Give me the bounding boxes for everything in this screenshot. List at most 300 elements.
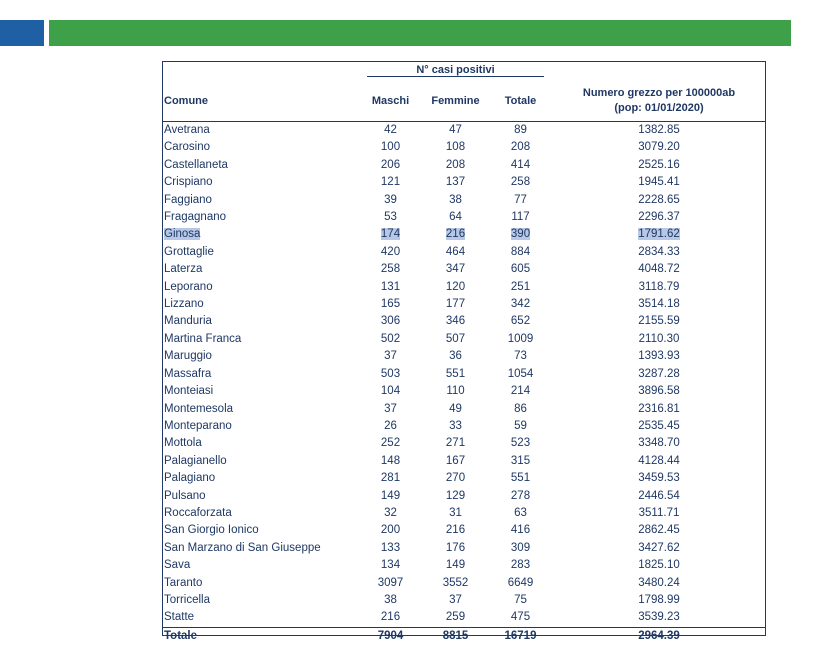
total-totale: 16719 [488, 627, 553, 645]
cell-rate [553, 209, 765, 226]
cell-maschi-text: 503 [380, 367, 401, 380]
cell-maschi-text: 121 [380, 176, 401, 189]
table-row [163, 174, 765, 191]
table-row [163, 592, 765, 609]
cell-femmine-text: 120 [445, 280, 466, 293]
table-row [163, 296, 765, 313]
cell-rate [553, 192, 765, 209]
cell-femmine-text: 3552 [442, 576, 469, 589]
cell-maschi-text: 148 [380, 454, 401, 467]
cell-totale [488, 435, 553, 452]
cell-maschi [358, 453, 423, 470]
table-row [163, 192, 765, 209]
cell-totale-text: 605 [510, 263, 531, 276]
cell-totale-text: 652 [510, 315, 531, 328]
cell-comune [163, 192, 358, 209]
cell-totale-text: 117 [511, 211, 530, 224]
cell-maschi [358, 383, 423, 400]
cell-totale-text: 1009 [507, 332, 534, 345]
cell-rate-text: 2535.45 [638, 419, 680, 432]
cell-femmine-text: 270 [445, 472, 466, 485]
cell-comune [163, 226, 358, 243]
table-row [163, 348, 765, 365]
cell-comune [163, 366, 358, 383]
cell-comune [163, 296, 358, 313]
cell-femmine [423, 488, 488, 505]
col-header-maschi: Maschi [358, 81, 423, 122]
cell-comune-text: Massafra [164, 367, 212, 380]
cell-femmine [423, 157, 488, 174]
cell-maschi [358, 557, 423, 574]
cell-totale-text: 551 [510, 472, 531, 485]
cell-femmine-text: 216 [445, 524, 466, 537]
cell-femmine-text: 507 [445, 332, 466, 345]
cell-comune-text: Maruggio [164, 350, 212, 363]
cell-femmine [423, 122, 488, 140]
cell-maschi-text: 131 [380, 280, 401, 293]
cell-maschi [358, 522, 423, 539]
cell-femmine-text: 38 [449, 193, 462, 206]
cell-femmine [423, 418, 488, 435]
cell-comune [163, 279, 358, 296]
cell-totale [488, 453, 553, 470]
cell-femmine-text: 347 [445, 263, 466, 276]
cell-comune-text: Monteparano [164, 419, 232, 432]
cell-maschi-text: 174 [380, 228, 401, 241]
cell-maschi [358, 401, 423, 418]
cell-maschi-text: 3097 [377, 576, 404, 589]
cell-totale [488, 313, 553, 330]
cell-comune [163, 401, 358, 418]
cell-totale-text: 59 [514, 419, 527, 432]
cell-maschi [358, 313, 423, 330]
cell-totale-text: 6649 [507, 576, 534, 589]
cell-totale-text: 258 [510, 176, 531, 189]
cell-maschi [358, 331, 423, 348]
table-row [163, 522, 765, 539]
table-row [163, 226, 765, 243]
cell-rate [553, 313, 765, 330]
cell-femmine [423, 139, 488, 156]
cell-totale-text: 342 [510, 298, 531, 311]
cell-rate [553, 366, 765, 383]
cell-maschi [358, 226, 423, 243]
cell-comune [163, 470, 358, 487]
cell-femmine-text: 216 [445, 228, 466, 241]
cell-totale [488, 575, 553, 592]
cell-totale-text: 214 [510, 385, 531, 398]
total-rate: 2964.39 [553, 627, 765, 645]
col-header-rate-line2: (pop: 01/01/2020) [614, 102, 704, 114]
cell-comune-text: Lizzano [164, 298, 204, 311]
cell-comune [163, 139, 358, 156]
cell-rate-text: 4048.72 [638, 263, 680, 276]
cell-femmine-text: 167 [445, 454, 466, 467]
cases-table-container [162, 61, 766, 642]
cell-totale-text: 884 [510, 245, 531, 258]
cell-totale [488, 261, 553, 278]
cell-femmine [423, 348, 488, 365]
cell-comune [163, 209, 358, 226]
cell-comune-text: Laterza [164, 263, 203, 276]
cell-maschi-text: 502 [380, 332, 401, 345]
cell-totale [488, 383, 553, 400]
cell-comune [163, 435, 358, 452]
cell-rate [553, 540, 765, 557]
cell-rate [553, 453, 765, 470]
cell-maschi [358, 296, 423, 313]
cell-totale [488, 609, 553, 627]
cell-femmine [423, 366, 488, 383]
cell-comune [163, 592, 358, 609]
cell-comune-text: Pulsano [164, 489, 206, 502]
cell-femmine-text: 37 [449, 593, 462, 606]
cell-rate-text: 1798.99 [638, 593, 680, 606]
cell-comune-text: Statte [164, 611, 195, 624]
cell-femmine [423, 331, 488, 348]
cell-comune [163, 244, 358, 261]
cell-comune-text: Palagianello [164, 454, 227, 467]
table-row [163, 609, 765, 627]
cell-rate [553, 557, 765, 574]
cell-comune-text: Carosino [164, 141, 211, 154]
cell-comune [163, 313, 358, 330]
cell-maschi-text: 42 [384, 124, 397, 136]
cell-femmine-text: 110 [446, 385, 465, 398]
cell-femmine-text: 346 [445, 315, 466, 328]
table-row [163, 279, 765, 296]
cell-totale [488, 139, 553, 156]
cell-rate-text: 3511.71 [638, 506, 680, 519]
cell-rate [553, 383, 765, 400]
cell-rate [553, 488, 765, 505]
header-bar-green [49, 20, 791, 46]
total-row [163, 627, 765, 645]
cell-comune-text: San Giorgio Ionico [164, 524, 259, 537]
cell-totale [488, 418, 553, 435]
table-row [163, 470, 765, 487]
table-row [163, 575, 765, 592]
table-row [163, 488, 765, 505]
cell-rate-text: 3459.53 [638, 472, 680, 485]
cell-maschi-text: 258 [380, 263, 401, 276]
cell-comune-text: Sava [164, 559, 191, 572]
cell-comune-text: Taranto [164, 576, 203, 589]
cell-maschi-text: 38 [384, 593, 397, 606]
cell-maschi [358, 366, 423, 383]
cell-totale-text: 73 [514, 350, 527, 363]
cell-maschi-text: 134 [380, 559, 401, 572]
total-maschi: 7904 [358, 627, 423, 645]
cell-totale [488, 331, 553, 348]
cell-totale [488, 470, 553, 487]
cell-comune-text: Martina Franca [164, 332, 242, 345]
cell-totale [488, 157, 553, 174]
col-header-rate [553, 81, 765, 122]
cell-rate-text: 2155.59 [638, 315, 680, 328]
cell-totale [488, 401, 553, 418]
cell-femmine-text: 129 [445, 489, 466, 502]
cell-femmine [423, 592, 488, 609]
cell-totale [488, 296, 553, 313]
cell-totale-text: 89 [514, 124, 527, 136]
cell-femmine-text: 177 [445, 298, 466, 311]
cell-comune [163, 557, 358, 574]
cell-comune [163, 261, 358, 278]
cell-rate-text: 3287.28 [638, 367, 680, 380]
cell-totale [488, 348, 553, 365]
cell-maschi [358, 139, 423, 156]
cell-rate-text: 1825.10 [638, 559, 680, 572]
cell-maschi-text: 200 [380, 524, 401, 537]
cell-rate [553, 418, 765, 435]
cell-maschi [358, 244, 423, 261]
cell-femmine [423, 540, 488, 557]
cell-rate-text: 3514.18 [638, 298, 680, 311]
cell-comune [163, 383, 358, 400]
cell-totale-text: 283 [510, 559, 531, 572]
cell-comune-text: Torricella [164, 593, 211, 606]
cell-maschi-text: 37 [384, 402, 397, 415]
cell-rate [553, 505, 765, 522]
cell-comune-text: Montemesola [164, 402, 234, 415]
cell-comune [163, 505, 358, 522]
table-row [163, 557, 765, 574]
cell-rate [553, 279, 765, 296]
cell-comune [163, 522, 358, 539]
cell-rate [553, 296, 765, 313]
cell-maschi-text: 32 [384, 506, 397, 519]
table-row [163, 313, 765, 330]
cell-femmine-text: 33 [449, 419, 462, 432]
cell-rate-text: 3079.20 [638, 141, 680, 154]
cell-rate [553, 261, 765, 278]
table-row [163, 139, 765, 156]
cell-maschi-text: 281 [380, 472, 401, 485]
total-femmine: 8815 [423, 627, 488, 645]
cell-femmine-text: 137 [445, 176, 466, 189]
cell-maschi-text: 100 [380, 141, 401, 154]
cell-comune [163, 174, 358, 191]
cell-totale-text: 523 [510, 437, 531, 450]
cell-femmine-text: 64 [449, 211, 462, 224]
cell-comune-text: Faggiano [164, 193, 212, 206]
table-row [163, 453, 765, 470]
cell-comune-text: Manduria [164, 315, 212, 328]
cell-rate [553, 244, 765, 261]
cell-totale [488, 209, 553, 226]
cell-femmine-text: 176 [445, 541, 466, 554]
cell-rate-text: 4128.44 [638, 454, 680, 467]
cell-femmine [423, 557, 488, 574]
cell-rate [553, 401, 765, 418]
cell-comune-text: Leporano [164, 280, 213, 293]
cell-comune [163, 488, 358, 505]
header-bar-blue [0, 20, 44, 46]
cell-maschi-text: 53 [384, 211, 397, 224]
cell-maschi [358, 488, 423, 505]
cell-femmine-text: 208 [445, 158, 466, 171]
cell-femmine [423, 209, 488, 226]
cell-femmine-text: 149 [445, 559, 466, 572]
cell-comune-text: Castellaneta [164, 158, 228, 171]
cell-femmine [423, 401, 488, 418]
cell-femmine [423, 522, 488, 539]
cell-rate-text: 3896.58 [638, 385, 680, 398]
cell-totale [488, 592, 553, 609]
cell-femmine-text: 47 [449, 124, 462, 136]
cell-comune-text: Palagiano [164, 472, 216, 485]
cell-comune-text: Ginosa [164, 228, 201, 241]
cell-maschi-text: 37 [384, 350, 397, 363]
cell-rate [553, 139, 765, 156]
cell-comune-text: Roccaforzata [164, 506, 232, 519]
cell-totale [488, 279, 553, 296]
col-header-rate-line1: Numero grezzo per 100000ab [582, 87, 736, 99]
cell-maschi-text: 39 [384, 193, 397, 206]
spacer [163, 62, 358, 81]
cell-maschi [358, 470, 423, 487]
cell-femmine [423, 279, 488, 296]
cell-totale-text: 414 [510, 158, 531, 171]
cell-comune [163, 418, 358, 435]
cell-totale-text: 1054 [507, 367, 534, 380]
table-row [163, 505, 765, 522]
cell-totale-text: 278 [510, 489, 531, 502]
cell-totale [488, 522, 553, 539]
table-row [163, 122, 765, 140]
cell-rate [553, 470, 765, 487]
cell-rate [553, 157, 765, 174]
cell-femmine-text: 551 [445, 367, 466, 380]
cell-rate [553, 592, 765, 609]
cell-maschi [358, 575, 423, 592]
cell-maschi-text: 26 [384, 419, 397, 432]
table-row [163, 383, 765, 400]
cell-maschi [358, 209, 423, 226]
col-header-femmine: Femmine [423, 81, 488, 122]
cell-totale [488, 557, 553, 574]
cell-comune-text: Monteiasi [164, 385, 214, 398]
cell-rate [553, 226, 765, 243]
table-row [163, 540, 765, 557]
group-header-positive-cases: N° casi positivi [367, 64, 544, 77]
cell-maschi [358, 609, 423, 627]
cell-rate-text: 2110.30 [638, 332, 680, 345]
cell-femmine [423, 313, 488, 330]
cell-totale-text: 63 [514, 506, 527, 519]
cell-femmine [423, 261, 488, 278]
total-label: Totale [163, 627, 358, 645]
cell-maschi [358, 505, 423, 522]
table-row [163, 401, 765, 418]
cell-rate-text: 3348.70 [638, 437, 680, 450]
col-header-comune: Comune [163, 81, 358, 122]
cell-comune [163, 609, 358, 627]
cell-maschi [358, 592, 423, 609]
cell-rate-text: 2228.65 [638, 193, 680, 206]
cell-femmine [423, 435, 488, 452]
cell-totale-text: 75 [514, 593, 527, 606]
cell-femmine [423, 192, 488, 209]
cell-totale-text: 390 [510, 228, 531, 241]
cell-femmine [423, 453, 488, 470]
cell-rate-text: 2446.54 [638, 489, 680, 502]
table-row [163, 261, 765, 278]
cell-femmine [423, 174, 488, 191]
cell-totale-text: 309 [510, 541, 531, 554]
cell-rate-text: 3427.62 [638, 541, 680, 554]
cell-comune [163, 453, 358, 470]
cell-femmine-text: 464 [445, 245, 466, 258]
cell-maschi-text: 206 [380, 158, 401, 171]
cell-femmine [423, 609, 488, 627]
cell-comune-text: Mottola [164, 437, 202, 450]
cell-rate-text: 1382.85 [638, 124, 680, 136]
cell-comune-text: Avetrana [164, 124, 210, 136]
cell-rate [553, 348, 765, 365]
cell-femmine [423, 226, 488, 243]
cell-totale [488, 192, 553, 209]
cell-rate-text: 2316.81 [638, 402, 680, 415]
cell-maschi [358, 174, 423, 191]
cell-maschi-text: 420 [380, 245, 401, 258]
cell-maschi-text: 252 [380, 437, 401, 450]
cell-femmine-text: 271 [445, 437, 466, 450]
cell-totale-text: 77 [514, 193, 527, 206]
cell-femmine-text: 259 [445, 611, 466, 624]
cell-totale-text: 416 [510, 524, 531, 537]
cases-table [163, 62, 765, 645]
table-row [163, 418, 765, 435]
cell-comune-text: Grottaglie [164, 245, 214, 258]
cell-maschi [358, 279, 423, 296]
cell-maschi [358, 418, 423, 435]
cell-comune [163, 122, 358, 140]
cell-femmine [423, 575, 488, 592]
cell-maschi [358, 348, 423, 365]
cell-rate-text: 3118.79 [638, 280, 680, 293]
cell-rate-text: 2862.45 [638, 524, 680, 537]
cell-maschi [358, 192, 423, 209]
cell-rate-text: 1393.93 [638, 350, 680, 363]
cell-rate-text: 3539.23 [638, 611, 680, 624]
cell-maschi-text: 133 [380, 541, 401, 554]
table-row [163, 244, 765, 261]
cell-comune-text: Fragagnano [164, 211, 227, 224]
cell-comune [163, 157, 358, 174]
cell-comune-text: San Marzano di San Giuseppe [164, 541, 321, 554]
cell-totale [488, 366, 553, 383]
cell-comune [163, 331, 358, 348]
cell-totale [488, 488, 553, 505]
cell-comune [163, 540, 358, 557]
cell-maschi [358, 122, 423, 140]
cell-rate-text: 2296.37 [638, 211, 680, 224]
cell-rate-text: 2525.16 [638, 158, 680, 171]
cell-maschi [358, 157, 423, 174]
table-row [163, 157, 765, 174]
cell-rate [553, 174, 765, 191]
cell-rate [553, 122, 765, 140]
cell-rate-text: 3480.24 [638, 576, 680, 589]
cell-rate [553, 435, 765, 452]
cell-rate-text: 1945.41 [638, 176, 680, 189]
cell-totale-text: 86 [514, 402, 527, 415]
cell-maschi-text: 165 [380, 298, 401, 311]
cell-femmine-text: 49 [449, 402, 462, 415]
cell-totale [488, 505, 553, 522]
